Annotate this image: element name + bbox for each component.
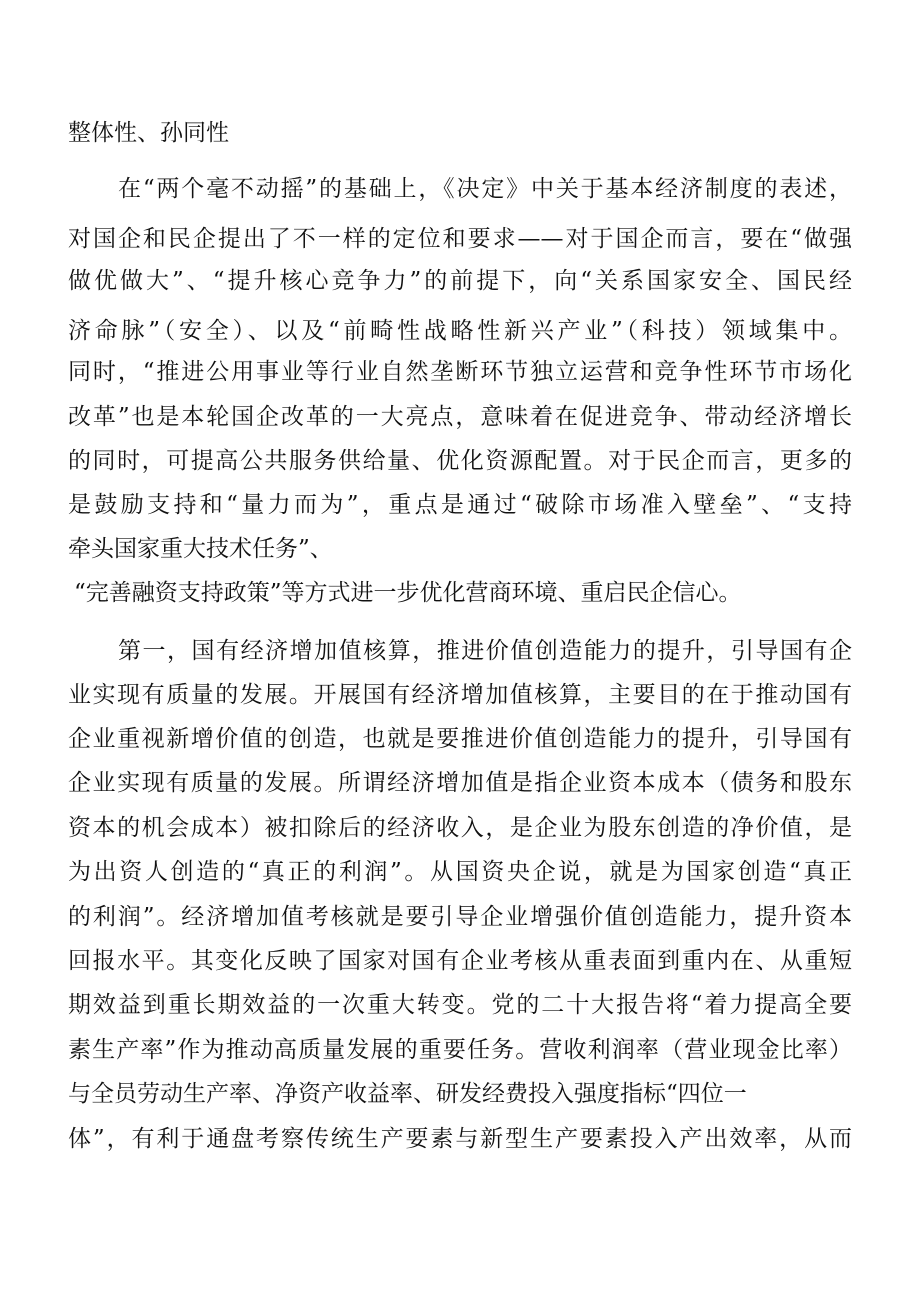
paragraph-line: 改革”也是本轮国企改革的一大亮点，意味着在促进竞争、带动经济增长 <box>68 404 852 430</box>
paragraph-line: 为出资人创造的“真正的利润”。从国资央企说，就是为国家创造“真正 <box>68 859 852 885</box>
paragraph-line: 素生产率”作为推动高质量发展的重要任务。营收利润率（营业现金比率） <box>68 1037 852 1063</box>
paragraph-line: 企业重视新增价值的创造，也就是要推进价值创造能力的提升，引导国有 <box>68 726 852 752</box>
paragraph-line: 同时，“推进公用事业等行业自然垄断环节独立运营和竞争性环节市场化 <box>68 359 852 385</box>
paragraph-line: 企业实现有质量的发展。所谓经济增加值是指企业资本成本（债务和股东 <box>68 770 852 796</box>
paragraph-line: 做优做大”、“提升核心竞争力”的前提下，向“关系国家安全、国民经 <box>68 268 852 294</box>
section-heading: 整体性、孙同性 <box>68 120 229 146</box>
paragraph-line: 第一，国有经济增加值核算，推进价值创造能力的提升，引导国有企 <box>118 638 852 664</box>
paragraph-line: 在“两个毫不动摇”的基础上，《决定》中关于基本经济制度的表述， <box>118 176 852 202</box>
paragraph-line: 的利润”。经济增加值考核就是要引导企业增强价值创造能力，提升资本 <box>68 904 852 930</box>
paragraph-line: 业实现有质量的发展。开展国有经济增加值核算，主要目的在于推动国有 <box>68 682 852 708</box>
paragraph-line: 牵头国家重大技术任务”、 <box>68 536 333 562</box>
paragraph-line: 与全员劳动生产率、净资产收益率、研发经费投入强度指标“四位一 <box>68 1081 747 1107</box>
paragraph-line: 是鼓励支持和“量力而为”，重点是通过“破除市场准入壁垒”、“支持 <box>68 492 852 518</box>
paragraph-line: 济命脉”（安全）、以及“前畸性战略性新兴产业”（科技）领域集中。 <box>68 318 852 344</box>
paragraph-line: 回报水平。其变化反映了国家对国有企业考核从重表面到重内在、从重短 <box>68 948 852 974</box>
paragraph-line: 的同时，可提高公共服务供给量、优化资源配置。对于民企而言，更多的 <box>68 448 852 474</box>
paragraph-line: “完善融资支持政策”等方式进一步优化营商环境、重启民企信心。 <box>74 580 742 606</box>
paragraph-line: 期效益到重长期效益的一次重大转变。党的二十大报告将“着力提高全要 <box>68 992 852 1018</box>
paragraph-line: 资本的机会成本）被扣除后的经济收入，是企业为股东创造的净价值，是 <box>68 815 852 841</box>
paragraph-line: 体”，有利于通盘考察传统生产要素与新型生产要素投入产出效率，从而 <box>68 1126 852 1152</box>
paragraph-line: 对国企和民企提出了不一样的定位和要求——对于国企而言，要在“做强 <box>68 226 852 252</box>
